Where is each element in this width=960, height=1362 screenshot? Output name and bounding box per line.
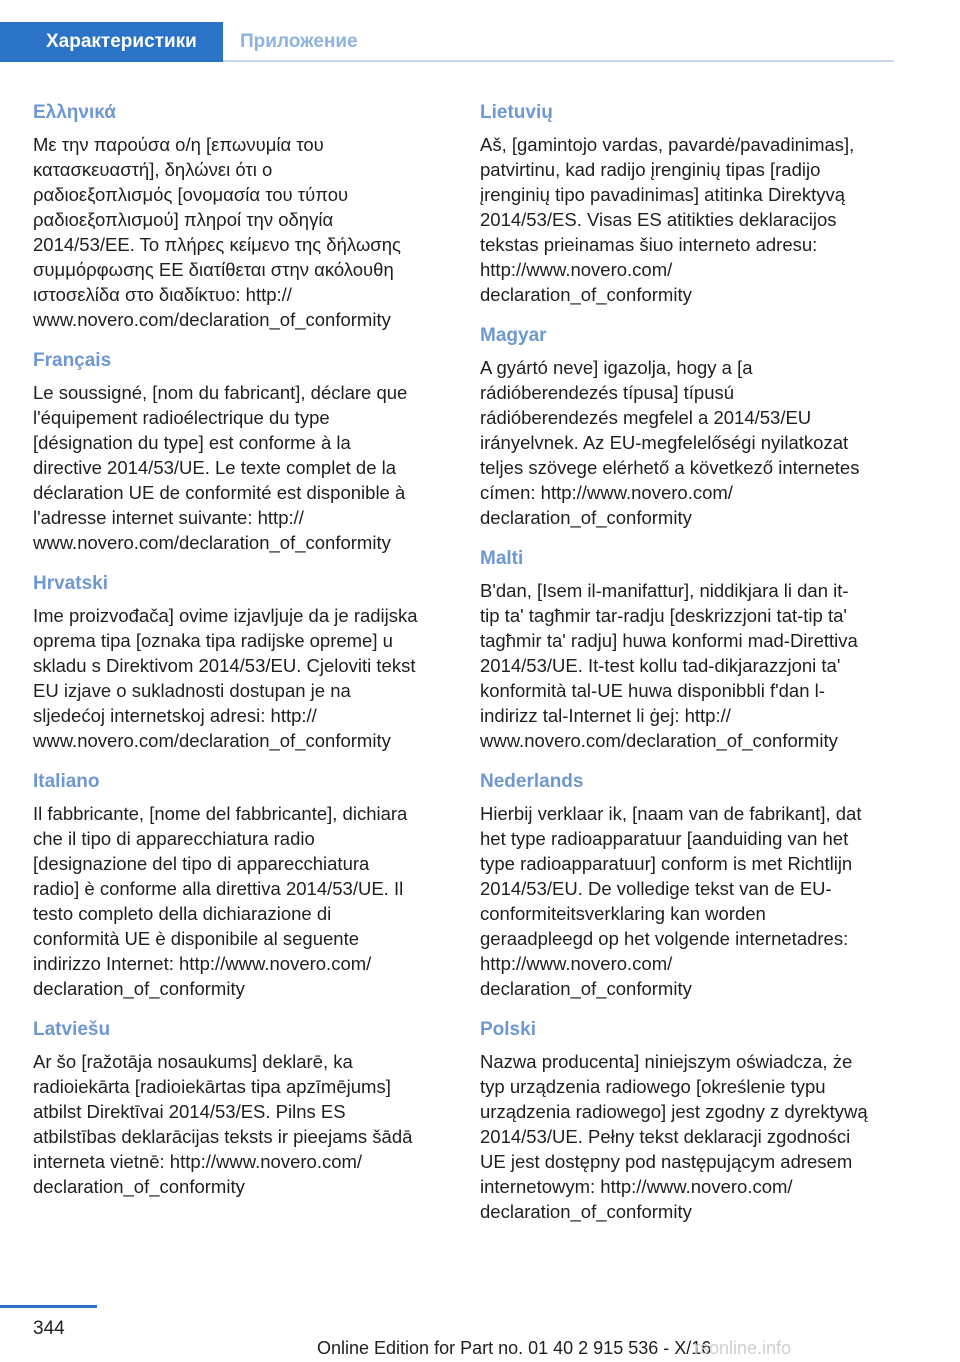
section-polish xyxy=(480,1017,900,1224)
section-croatian xyxy=(33,571,453,753)
tab-appendix[interactable]: Приложение xyxy=(240,31,358,52)
section-heading: Ελληνικά xyxy=(33,102,116,123)
section-heading: Polski xyxy=(480,1019,536,1040)
section-heading: Nederlands xyxy=(480,771,584,792)
section-hungarian xyxy=(480,323,900,530)
section-maltese xyxy=(480,546,900,753)
section-text: Il fabbricante, [nome del fabbricante], dichiara che il tipo di apparecchiatura radio [designazione del tipo di apparecchiatura radio] è conforme alla direttiva 2014/53/UE. Il testo completo della dichiarazione di conformità UE è disponibile al seguente indirizzo Internet: http://www.novero.com/ declaration_of_conformity xyxy=(33,803,408,999)
section-text: Aš, [gamintojo vardas, pavardė/pavadinimas], patvirtinu, kad radijo įrenginių tipas [radijo įrenginių tipo pavadinimas] atitinka Direktyvą 2014/53/ES. Visas ES atitikties deklaracijos tekstas prieinamas šiuo interneto adresu: http://www.novero.com/ declaration_of_conformity xyxy=(480,134,855,305)
section-text: Le soussigné, [nom du fabricant], déclare que l'équipement radioélectrique du type [désignation du type] est conforme à la directive 2014/53/UE. Le texte complet de la déclaration UE de conformité est disponible à l'adresse internet suivante: http:// www.novero.com/declaration_of_conformity xyxy=(33,382,408,553)
section-text: Με την παρούσα ο/η [επωνυμία του κατασκευαστή], δηλώνει ότι ο ραδιοεξοπλισμός [ονομασία του τύπου ραδιοεξοπλισμού] πληροί την οδηγία 2014/53/ΕΕ. Το πλήρες κείμενο της δήλωσης συμμόρφωσης ΕΕ διατίθεται στην ακόλουθη ιστοσελίδα στο διαδίκτυο: http:// www.novero.com/declaration_of_conformity xyxy=(33,134,401,330)
section-text: B'dan, [Isem il-manifattur], niddikjara li dan it- tip ta' tagħmir tar-radju [deskrizzjoni tat-tip ta' tagħmir ta' radju] huwa konformi mad-Direttiva 2014/53/UE. It-test kollu tad-dikjarazzjoni ta' konformità tal-UE huwa disponibbli f'dan l- indirizz tal-Internet li ġej: http:// www.novero.com/declaration_of_conformity xyxy=(480,580,858,751)
page-number: 344 xyxy=(33,1318,65,1339)
watermark: rsonline.info xyxy=(694,1338,792,1358)
tab-characteristics[interactable]: Характеристики xyxy=(0,22,223,62)
section-heading: Hrvatski xyxy=(33,573,108,594)
section-text: Ar šo [ražotāja nosaukums] deklarē, ka radioiekārta [radioiekārtas tipa apzīmējums] atbilst Direktīvai 2014/53/ES. Pilns ES atbilstības deklarācijas teksts ir pieejams šādā interneta vietnē: http://www.novero.com/ declaration_of_conformity xyxy=(33,1051,413,1197)
section-heading: Lietuvių xyxy=(480,102,553,123)
section-heading: Malti xyxy=(480,548,524,569)
right-column xyxy=(480,100,900,1240)
section-heading: Magyar xyxy=(480,325,547,346)
left-column xyxy=(33,100,453,1215)
section-italian xyxy=(33,769,453,1001)
section-text: Ime proizvođača] ovime izjavljuje da je radijska oprema tipa [oznaka tipa radijske opreme] u skladu s Direktivom 2014/53/EU. Cjeloviti tekst EU izjave o sukladnosti dostupan je na sljedećoj internetskoj adresi: http:// www.novero.com/declaration_of_conformity xyxy=(33,605,418,751)
tab-divider xyxy=(223,60,894,62)
section-heading: Latviešu xyxy=(33,1019,111,1040)
edition-note: Online Edition for Part no. 01 40 2 915 536 - X/16 xyxy=(317,1338,712,1358)
section-greek xyxy=(33,100,453,332)
section-text: Nazwa producenta] niniejszym oświadcza, że typ urządzenia radiowego [określenie typu urządzenia radiowego] jest zgodny z dyrektywą 2014/53/UE. Pełny tekst deklaracji zgodności UE jest dostępny pod następującym adresem internetowym: http://www.novero.com/ declaration_of_conformity xyxy=(480,1051,868,1222)
section-french xyxy=(33,348,453,555)
section-text: A gyártó neve] igazolja, hogy a [a rádióberendezés típusa] típusú rádióberendezés megfelel a 2014/53/EU irányelvnek. Az EU-megfelelőségi nyilatkozat teljes szövege elérhető a következő internetes címen: http://www.novero.com/ declaration_of_conformity xyxy=(480,357,860,528)
section-dutch xyxy=(480,769,900,1001)
section-heading: Italiano xyxy=(33,771,100,792)
section-heading: Français xyxy=(33,350,112,371)
section-lithuanian xyxy=(480,100,900,307)
footer-accent-line xyxy=(0,1305,97,1308)
tab-bar xyxy=(0,22,894,62)
section-latvian xyxy=(33,1017,453,1199)
section-text: Hierbij verklaar ik, [naam van de fabrikant], dat het type radioapparatuur [aanduiding van het type radioapparatuur] conform is met Richtlijn 2014/53/EU. De volledige tekst van de EU- conformiteitsverklaring kan worden geraadpleegd op het volgende internetadres: http://www.novero.com/ declaration_of_conformity xyxy=(480,803,862,999)
